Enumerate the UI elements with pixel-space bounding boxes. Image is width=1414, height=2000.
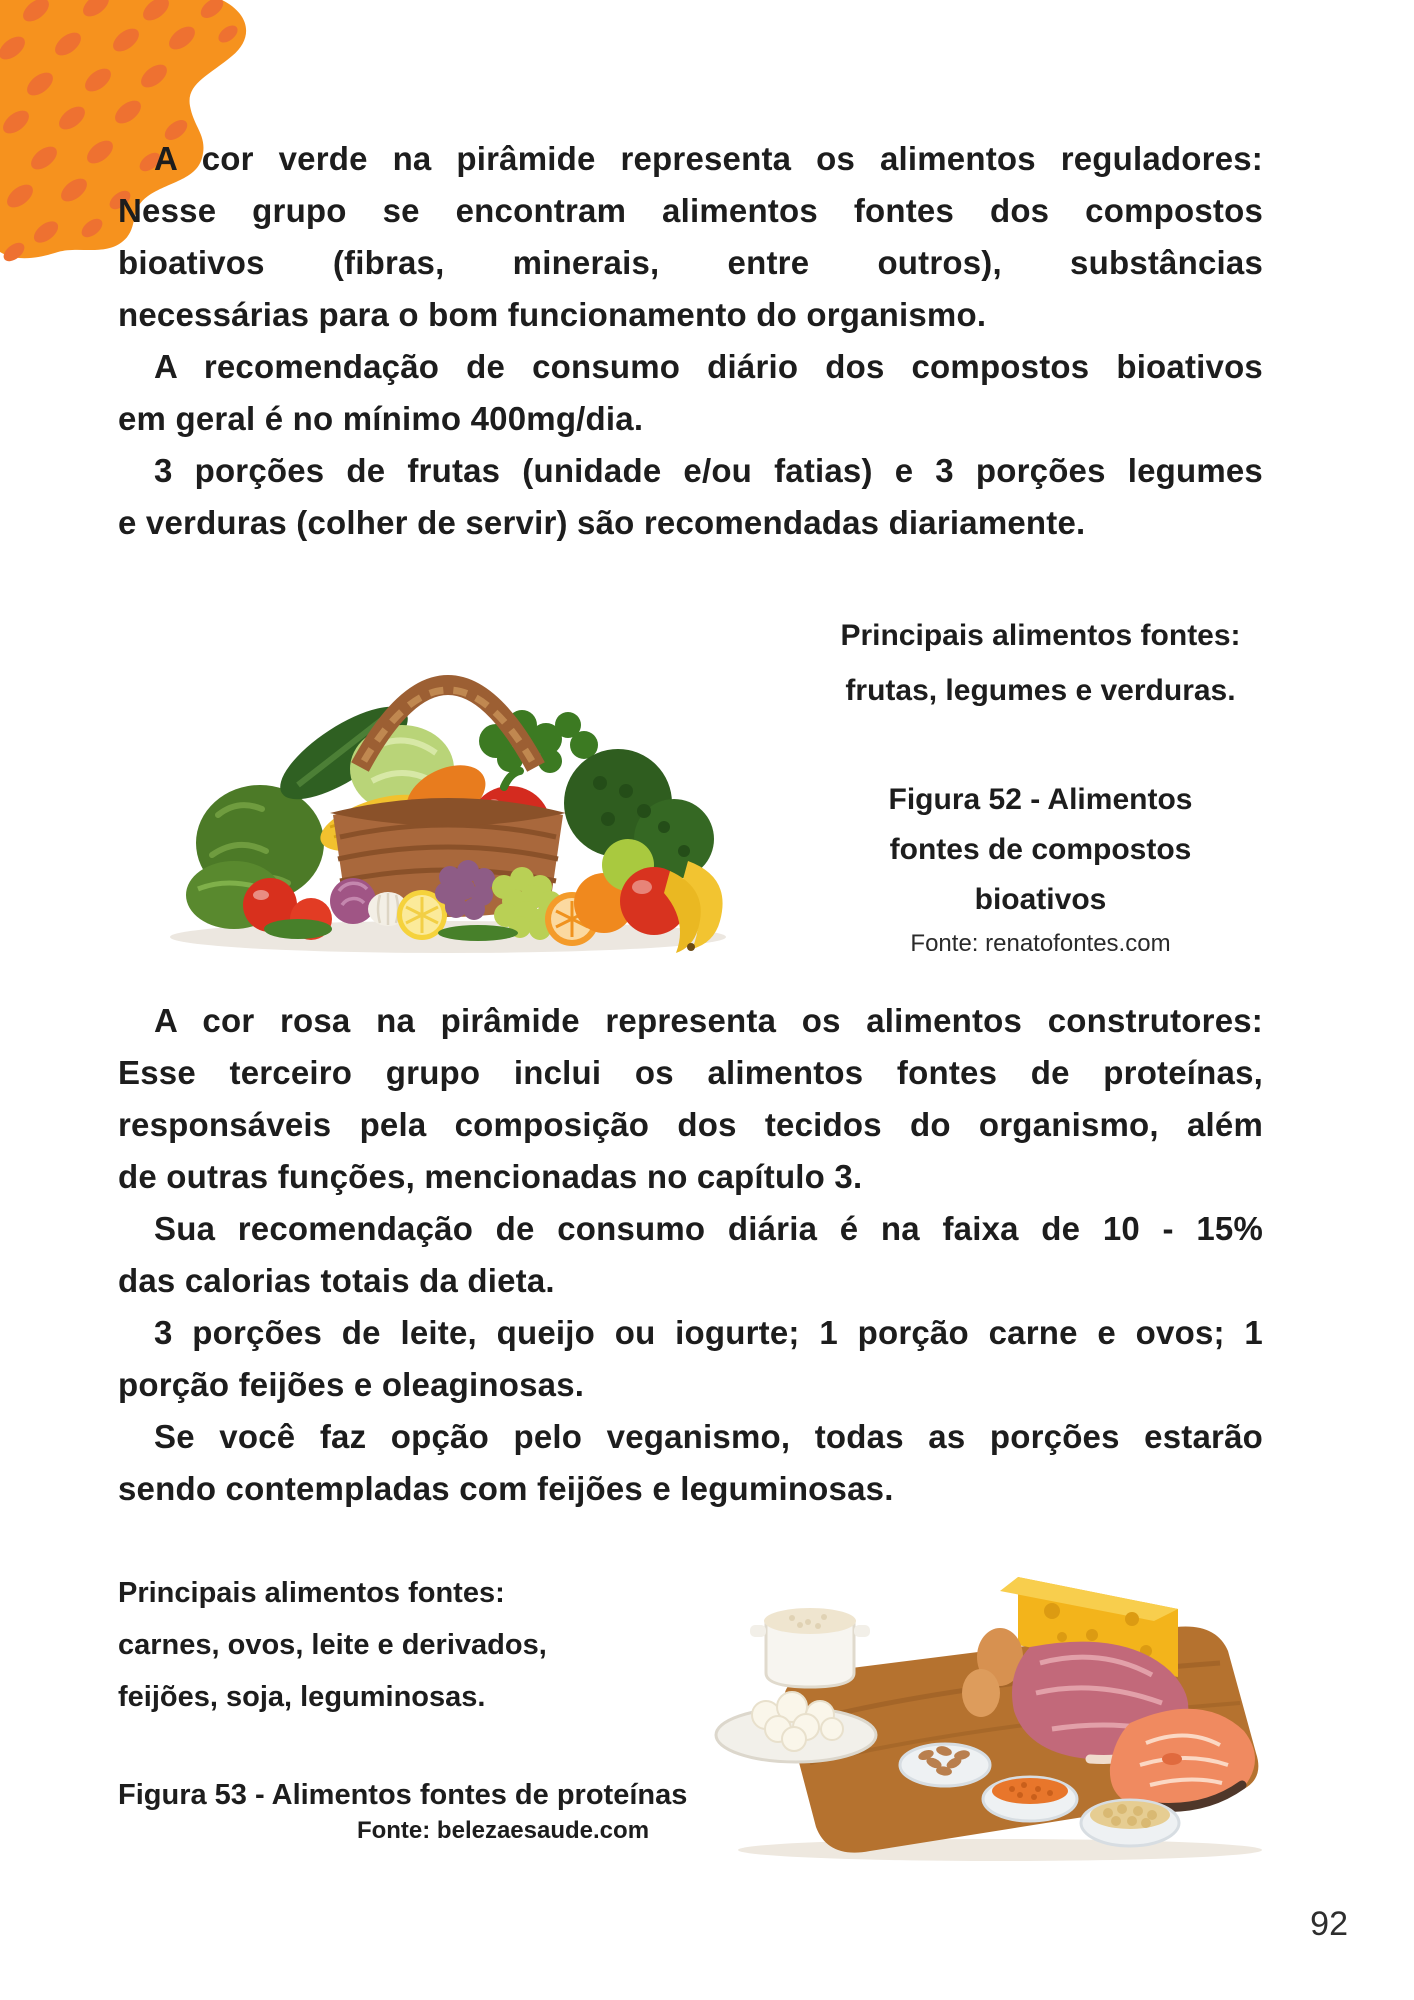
figure-53-lead bbox=[118, 1567, 678, 1723]
protein-foods-photo bbox=[700, 1563, 1270, 1863]
caption-line: bioativos bbox=[974, 883, 1107, 916]
paragraph-line: A cor rosa na pirâmide representa os alimentos construtores: bbox=[154, 1002, 1263, 1039]
figure-52-captions bbox=[818, 575, 1263, 961]
page-number: 92 bbox=[1310, 1905, 1348, 1943]
paragraph-line: A cor verde na pirâmide representa os alimentos reguladores: bbox=[154, 140, 1263, 177]
figure-52-source: Fonte: renatofontes.com bbox=[910, 930, 1171, 957]
fruit-vegetable-basket-photo bbox=[148, 575, 748, 960]
figure-52-caption bbox=[818, 775, 1263, 925]
text-block-reguladores bbox=[118, 133, 1263, 549]
paragraph-line: responsáveis pela composição dos tecidos do organismo, além bbox=[118, 1106, 1263, 1143]
paragraph-line: porção feijões e oleaginosas. bbox=[118, 1366, 585, 1403]
figure-53-block bbox=[118, 1563, 1414, 1893]
lead-line: carnes, ovos, leite e derivados, bbox=[118, 1629, 547, 1661]
paragraph-line: bioativos (fibras, minerais, entre outros), substâncias bbox=[118, 244, 1263, 281]
figure-52-lead bbox=[818, 608, 1263, 718]
paragraph-line: 3 porções de frutas (unidade e/ou fatias) e 3 porções legumes bbox=[154, 452, 1263, 489]
paragraph-line: 3 porções de leite, queijo ou iogurte; 1 porção carne e ovos; 1 bbox=[154, 1314, 1263, 1351]
caption-line: Figura 52 - Alimentos bbox=[888, 783, 1193, 816]
paragraph-line: das calorias totais da dieta. bbox=[118, 1262, 555, 1299]
paragraph-line: necessárias para o bom funcionamento do organismo. bbox=[118, 296, 987, 333]
paragraph-line: Esse terceiro grupo inclui os alimentos fontes de proteínas, bbox=[118, 1054, 1263, 1091]
paragraph-line: em geral é no mínimo 400mg/dia. bbox=[118, 400, 644, 437]
paragraph-line: Sua recomendação de consumo diária é na faixa de 10 - 15% bbox=[154, 1210, 1263, 1247]
figure-53-source: Fonte: belezaesaude.com bbox=[356, 1817, 650, 1844]
figure-52-block bbox=[118, 575, 1263, 965]
caption-line: fontes de compostos bbox=[889, 833, 1192, 866]
lead-line: feijões, soja, leguminosas. bbox=[118, 1681, 486, 1713]
paragraph-line: de outras funções, mencionadas no capítulo 3. bbox=[118, 1158, 863, 1195]
paragraph-line: sendo contempladas com feijões e leguminosas. bbox=[118, 1470, 894, 1507]
lead-line: Principais alimentos fontes: bbox=[840, 619, 1241, 652]
paragraph-line: Se você faz opção pelo veganismo, todas as porções estarão bbox=[154, 1418, 1263, 1455]
text-block-construtores bbox=[118, 995, 1263, 1515]
paragraph-line: Nesse grupo se encontram alimentos fontes dos compostos bbox=[118, 192, 1263, 229]
lead-line: Principais alimentos fontes: bbox=[118, 1577, 505, 1609]
lead-line: frutas, legumes e verduras. bbox=[845, 674, 1236, 707]
paragraph-line: A recomendação de consumo diário dos compostos bioativos bbox=[154, 348, 1263, 385]
figure-53-caption: Figura 53 - Alimentos fontes de proteínas bbox=[118, 1779, 688, 1811]
paragraph-line: e verduras (colher de servir) são recomendadas diariamente. bbox=[118, 504, 1086, 541]
